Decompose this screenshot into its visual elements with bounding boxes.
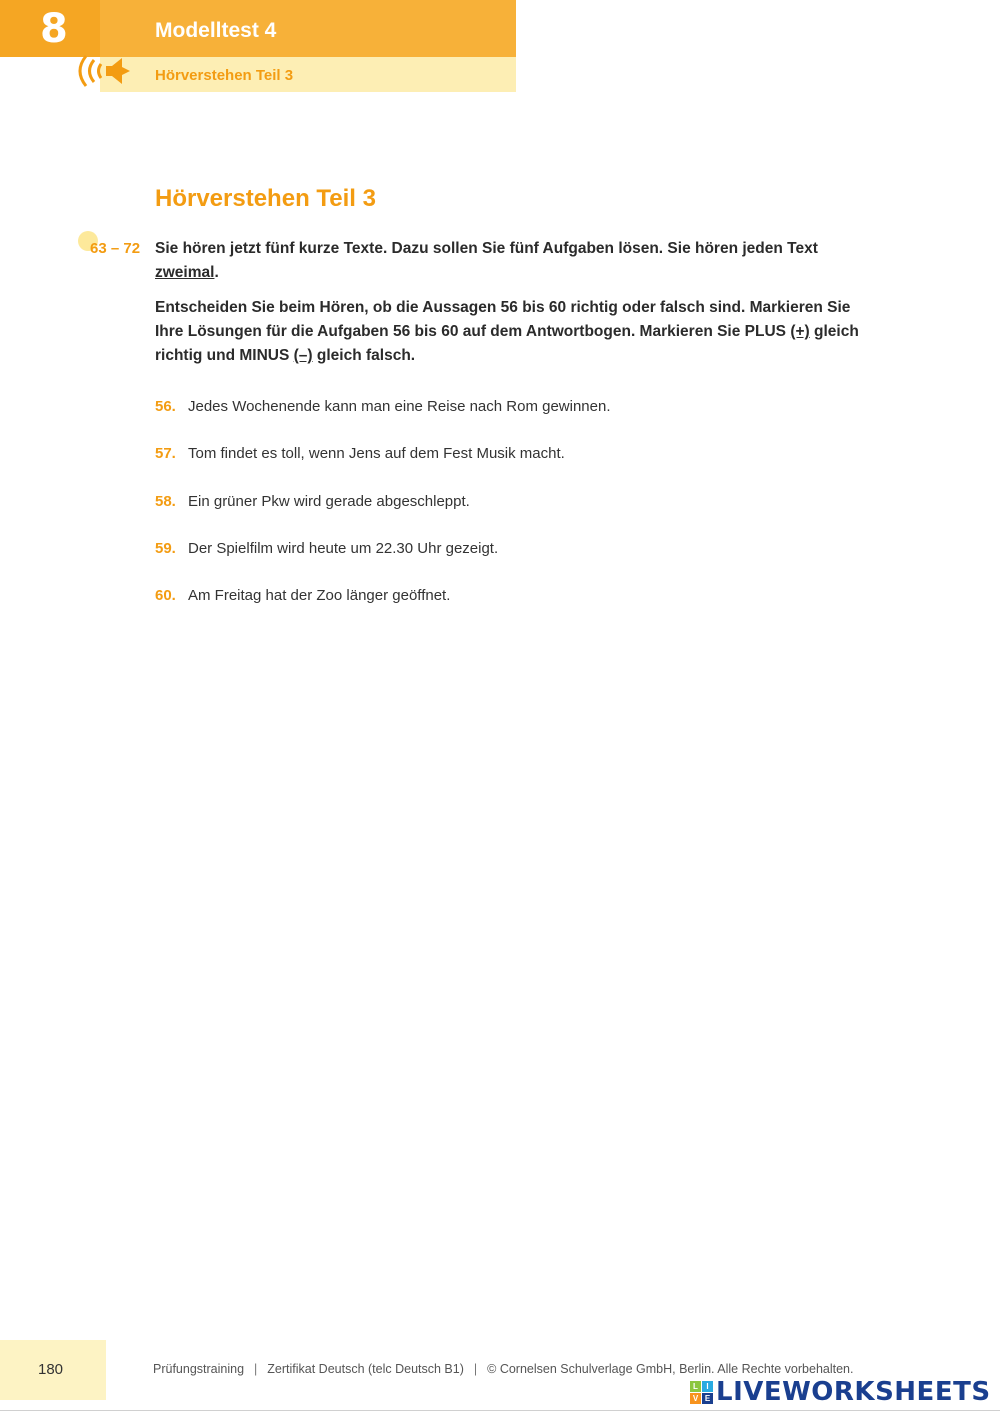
header-title: Modelltest 4 <box>155 19 277 42</box>
instruction-paragraph-2 <box>155 296 865 368</box>
audio-track-reference: 63 – 72 <box>90 240 141 257</box>
liveworksheets-logo <box>690 1377 991 1407</box>
instruction-2-text: Entscheiden Sie beim Hören, ob die Aussagen 56 bis 60 richtig oder falsch sind. Markieren Sie Ihre Lösungen für die Aufgaben 56 bis 60 auf dem Antwortbogen. Markieren Sie PLUS <box>155 299 851 340</box>
item-text: Tom findet es toll, wenn Jens auf dem Fest Musik macht. <box>188 445 565 462</box>
page-number: 180 <box>38 1361 64 1378</box>
minus-symbol: (–) <box>293 347 313 364</box>
list-item <box>155 444 565 464</box>
item-text: Am Freitag hat der Zoo länger geöffnet. <box>188 587 451 604</box>
list-item <box>155 397 611 417</box>
footer-credits <box>153 1360 853 1378</box>
item-text: Jedes Wochenende kann man eine Reise nach Rom gewinnen. <box>188 398 611 415</box>
liveworksheets-logo-icon: L I V E <box>690 1381 713 1404</box>
section-heading: Hörverstehen Teil 3 <box>155 185 376 212</box>
list-item <box>155 539 498 559</box>
list-item <box>155 586 450 606</box>
item-text: Ein grüner Pkw wird gerade abgeschleppt. <box>188 493 470 510</box>
item-text: Der Spielfilm wird heute um 22.30 Uhr gezeigt. <box>188 540 499 557</box>
item-number: 60. <box>155 587 176 604</box>
footer-separator: | <box>473 1362 478 1376</box>
header-subtitle: Hörverstehen Teil 3 <box>155 67 294 84</box>
list-item <box>155 492 470 512</box>
item-number: 58. <box>155 493 176 510</box>
liveworksheets-logo-text: LIVEWORKSHEETS <box>716 1377 991 1407</box>
plus-symbol: (+) <box>790 323 810 340</box>
footer-part-3: © Cornelsen Schulverlage GmbH, Berlin. Alle Rechte vorbehalten. <box>487 1362 854 1376</box>
instruction-paragraph-1 <box>155 237 865 285</box>
bottom-divider <box>0 1410 1000 1411</box>
item-number: 56. <box>155 398 176 415</box>
instruction-2-mid: gleich richtig und MINUS <box>155 323 859 364</box>
item-number: 57. <box>155 445 176 462</box>
instruction-2-end: gleich falsch. <box>312 347 416 364</box>
instruction-1-underlined: zweimal <box>155 264 215 281</box>
footer-part-1: Prüfungstraining <box>153 1362 245 1376</box>
footer-separator: | <box>254 1362 258 1376</box>
footer-part-2: Zertifikat Deutsch (telc Deutsch B1) <box>267 1362 464 1376</box>
speaker-audio-icon <box>72 50 132 92</box>
instruction-1-end: . <box>214 264 219 281</box>
item-number: 59. <box>155 540 176 557</box>
chapter-number: 8 <box>40 6 68 52</box>
instruction-1-text: Sie hören jetzt fünf kurze Texte. Dazu sollen Sie fünf Aufgaben lösen. Sie hören jeden Text <box>155 240 818 257</box>
